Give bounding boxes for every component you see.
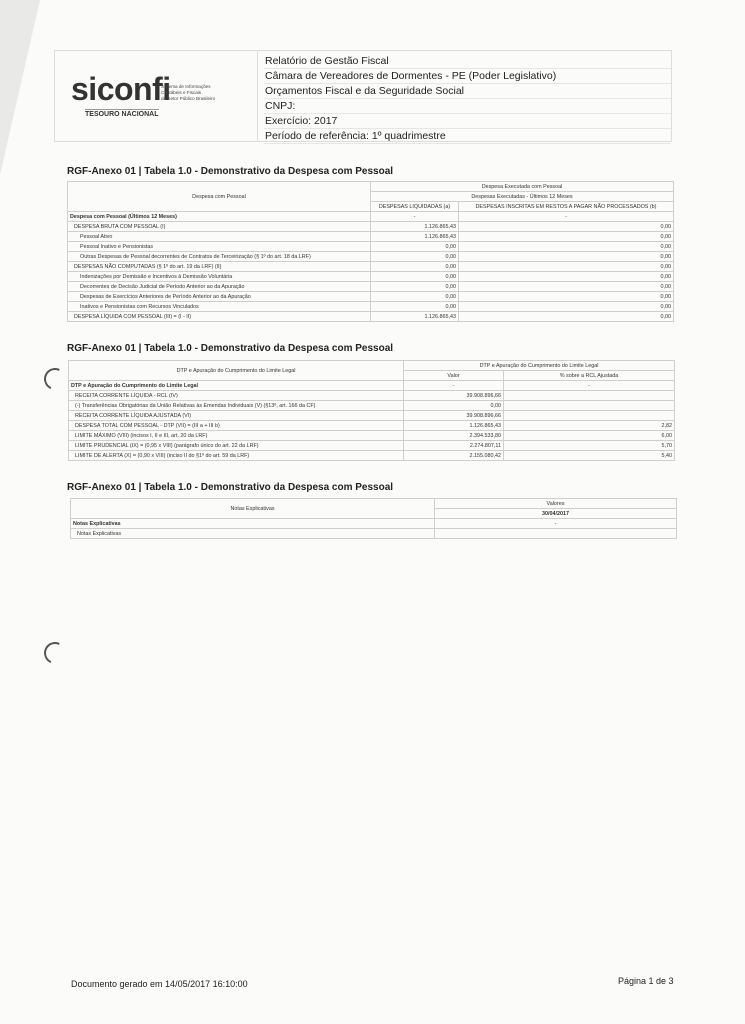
row-value-b: 0,00 [459, 262, 674, 272]
row-value-a: 0,00 [371, 302, 459, 312]
table2-title: RGF-Anexo 01 | Tabela 1.0 - Demonstrativo da Despesa com Pessoal [67, 343, 394, 354]
row-value-a: 0,00 [371, 242, 459, 252]
row-label: Inativos e Pensionistas com Recursos Vinculados [68, 302, 371, 312]
row-value-b: 0,00 [459, 242, 674, 252]
t1-sub-header: Despesas Executadas - Últimos 12 Meses [371, 192, 674, 202]
t2-col-valor: Valor [404, 371, 504, 381]
row-label: RECEITA CORRENTE LÍQUIDA AJUSTADA (VI) [69, 411, 404, 421]
row-label: DTP e Apuração do Cumprimento do Limite Legal [69, 381, 404, 391]
row-value-a: - [371, 212, 459, 222]
row-value-b: 0,00 [459, 252, 674, 262]
table-row [69, 381, 675, 391]
row-value-a: 0,00 [371, 262, 459, 272]
row-value-a: 0,00 [371, 252, 459, 262]
row-value-a: 1.126.865,43 [371, 222, 459, 232]
table-row [69, 451, 675, 461]
row-value-a: 0,00 [371, 282, 459, 292]
row-value-b: 0,00 [459, 312, 674, 322]
table-row [68, 252, 674, 262]
t3-date-header: 30/04/2017 [435, 509, 677, 519]
row-value-valor: 0,00 [404, 401, 504, 411]
table-row [71, 529, 677, 539]
reference-period: Período de referência: 1º quadrimestre [264, 129, 671, 144]
row-label: (-) Transferências Obrigatórias da União Relativas às Emendas Individuais (V) (§13º, art. 166 da CF) [69, 401, 404, 411]
row-label: Outras Despesas de Pessoal decorrentes de Contratos de Terceirização (§ 1º do art. 18 da LRF) [68, 252, 371, 262]
t3-group-header: Valores [435, 499, 677, 509]
logo-wordmark: siconfi [71, 71, 171, 107]
row-value-pct [504, 411, 675, 421]
personnel-expense-table [67, 181, 674, 322]
row-value-val [435, 529, 677, 539]
row-label: Decorrentes de Decisão Judicial de Período Anterior ao da Apuração [68, 282, 371, 292]
cnpj: CNPJ: [264, 99, 671, 114]
row-label: Pessoal Inativo e Pensionistas [68, 242, 371, 252]
folded-corner [0, 0, 40, 175]
row-label: Pessoal Ativo [68, 232, 371, 242]
logo-tesouro-nacional: TESOURO NACIONAL [85, 111, 159, 118]
logo-description: Sistema de Informações Contábeis e Fiscais do Setor Público Brasileiro [161, 84, 216, 101]
table-row [68, 312, 674, 322]
table-row [68, 242, 674, 252]
row-label: Despesas de Exercícios Anteriores de Período Anterior ao da Apuração [68, 292, 371, 302]
row-label: LIMITE MÁXIMO (VIII) (incisos I, II e III, art. 20 da LRF) [69, 431, 404, 441]
row-value-b: 0,00 [459, 272, 674, 282]
table-row [69, 441, 675, 451]
table-row [69, 391, 675, 401]
table1-title: RGF-Anexo 01 | Tabela 1.0 - Demonstrativo da Despesa com Pessoal [67, 166, 394, 177]
punch-hole-bottom [41, 639, 69, 667]
row-label: Despesa com Pessoal (Últimos 12 Meses) [68, 212, 371, 222]
dtp-limit-table [68, 360, 675, 461]
row-value-pct: 5,70 [504, 441, 675, 451]
t1-col-a: DESPESAS LIQUIDADAS (a) [371, 202, 459, 212]
table-row [69, 431, 675, 441]
row-value-valor: 39.908.896,66 [404, 411, 504, 421]
table-row [68, 222, 674, 232]
row-value-b: 0,00 [459, 292, 674, 302]
row-value-valor: - [404, 381, 504, 391]
punch-hole-top [41, 365, 69, 393]
t1-col-b: DESPESAS INSCRITAS EM RESTOS A PAGAR NÃO PROCESSADOS (b) [459, 202, 674, 212]
budget-scope: Orçamentos Fiscal e da Seguridade Social [264, 84, 671, 99]
explanatory-notes-table [70, 498, 677, 539]
row-value-pct: - [504, 381, 675, 391]
row-value-b: 0,00 [459, 232, 674, 242]
table-row [68, 212, 674, 222]
t2-col-pct: % sobre a RCL Ajustada [504, 371, 675, 381]
row-value-pct: 2,82 [504, 421, 675, 431]
row-label: RECEITA CORRENTE LÍQUIDA - RCL (IV) [69, 391, 404, 401]
row-label: Notas Explicativas [71, 519, 435, 529]
table-row [68, 292, 674, 302]
t3-col-header: Notas Explicativas [71, 499, 435, 519]
row-label: DESPESAS NÃO COMPUTADAS (§ 1º do art. 19 da LRF) (II) [68, 262, 371, 272]
table-row [68, 302, 674, 312]
table-row [69, 411, 675, 421]
row-value-valor: 2.394.533,80 [404, 431, 504, 441]
row-value-a: 0,00 [371, 272, 459, 282]
row-value-b: 0,00 [459, 222, 674, 232]
t1-col-header: Despesa com Pessoal [68, 182, 371, 212]
row-value-valor: 39.908.896,66 [404, 391, 504, 401]
row-value-valor: 2.155.080,42 [404, 451, 504, 461]
table-row [71, 519, 677, 529]
table-row [68, 232, 674, 242]
row-value-a: 0,00 [371, 292, 459, 302]
row-value-b: - [459, 212, 674, 222]
row-label: DESPESA LÍQUIDA COM PESSOAL (III) = (I - II) [68, 312, 371, 322]
row-value-val: - [435, 519, 677, 529]
row-value-a: 1.126.865,43 [371, 232, 459, 242]
row-value-valor: 1.126.865,43 [404, 421, 504, 431]
row-value-pct: 5,40 [504, 451, 675, 461]
row-label: LIMITE PRUDENCIAL (IX) = (0,95 x VIII) (parágrafo único do art. 22 da LRF) [69, 441, 404, 451]
row-label: DESPESA TOTAL COM PESSOAL - DTP (VII) = (III a + III b) [69, 421, 404, 431]
entity-name: Câmara de Vereadores de Dormentes - PE (Poder Legislativo) [264, 69, 671, 84]
table-row [68, 282, 674, 292]
siconfi-logo [55, 51, 258, 141]
row-value-a: 1.126.865,43 [371, 312, 459, 322]
t1-group-header: Despesa Executada com Pessoal [371, 182, 674, 192]
row-value-pct [504, 401, 675, 411]
row-value-b: 0,00 [459, 302, 674, 312]
header-info [258, 51, 671, 141]
report-title: Relatório de Gestão Fiscal [264, 54, 671, 69]
table-row [68, 262, 674, 272]
fiscal-year: Exercício: 2017 [264, 114, 671, 129]
generated-timestamp: Documento gerado em 14/05/2017 16:10:00 [71, 979, 248, 989]
row-value-valor: 2.274.807,11 [404, 441, 504, 451]
page-number: Página 1 de 3 [618, 976, 674, 986]
report-header [54, 50, 672, 142]
row-label: DESPESA BRUTA COM PESSOAL (I) [68, 222, 371, 232]
row-value-b: 0,00 [459, 282, 674, 292]
table-row [68, 272, 674, 282]
table-row [69, 421, 675, 431]
t2-col-header: DTP e Apuração do Cumprimento do Limite Legal [69, 361, 404, 381]
table-row [69, 401, 675, 411]
row-value-pct [504, 391, 675, 401]
row-label: LIMITE DE ALERTA (X) = (0,90 x VIII) (inciso II do §1º do art. 59 da LRF) [69, 451, 404, 461]
row-label: Indenizações por Demissão e Incentivos à Demissão Voluntária [68, 272, 371, 282]
t2-group-header: DTP e Apuração do Cumprimento do Limite Legal [404, 361, 675, 371]
row-label: Notas Explicativas [71, 529, 435, 539]
table3-title: RGF-Anexo 01 | Tabela 1.0 - Demonstrativo da Despesa com Pessoal [67, 482, 394, 493]
row-value-pct: 6,00 [504, 431, 675, 441]
